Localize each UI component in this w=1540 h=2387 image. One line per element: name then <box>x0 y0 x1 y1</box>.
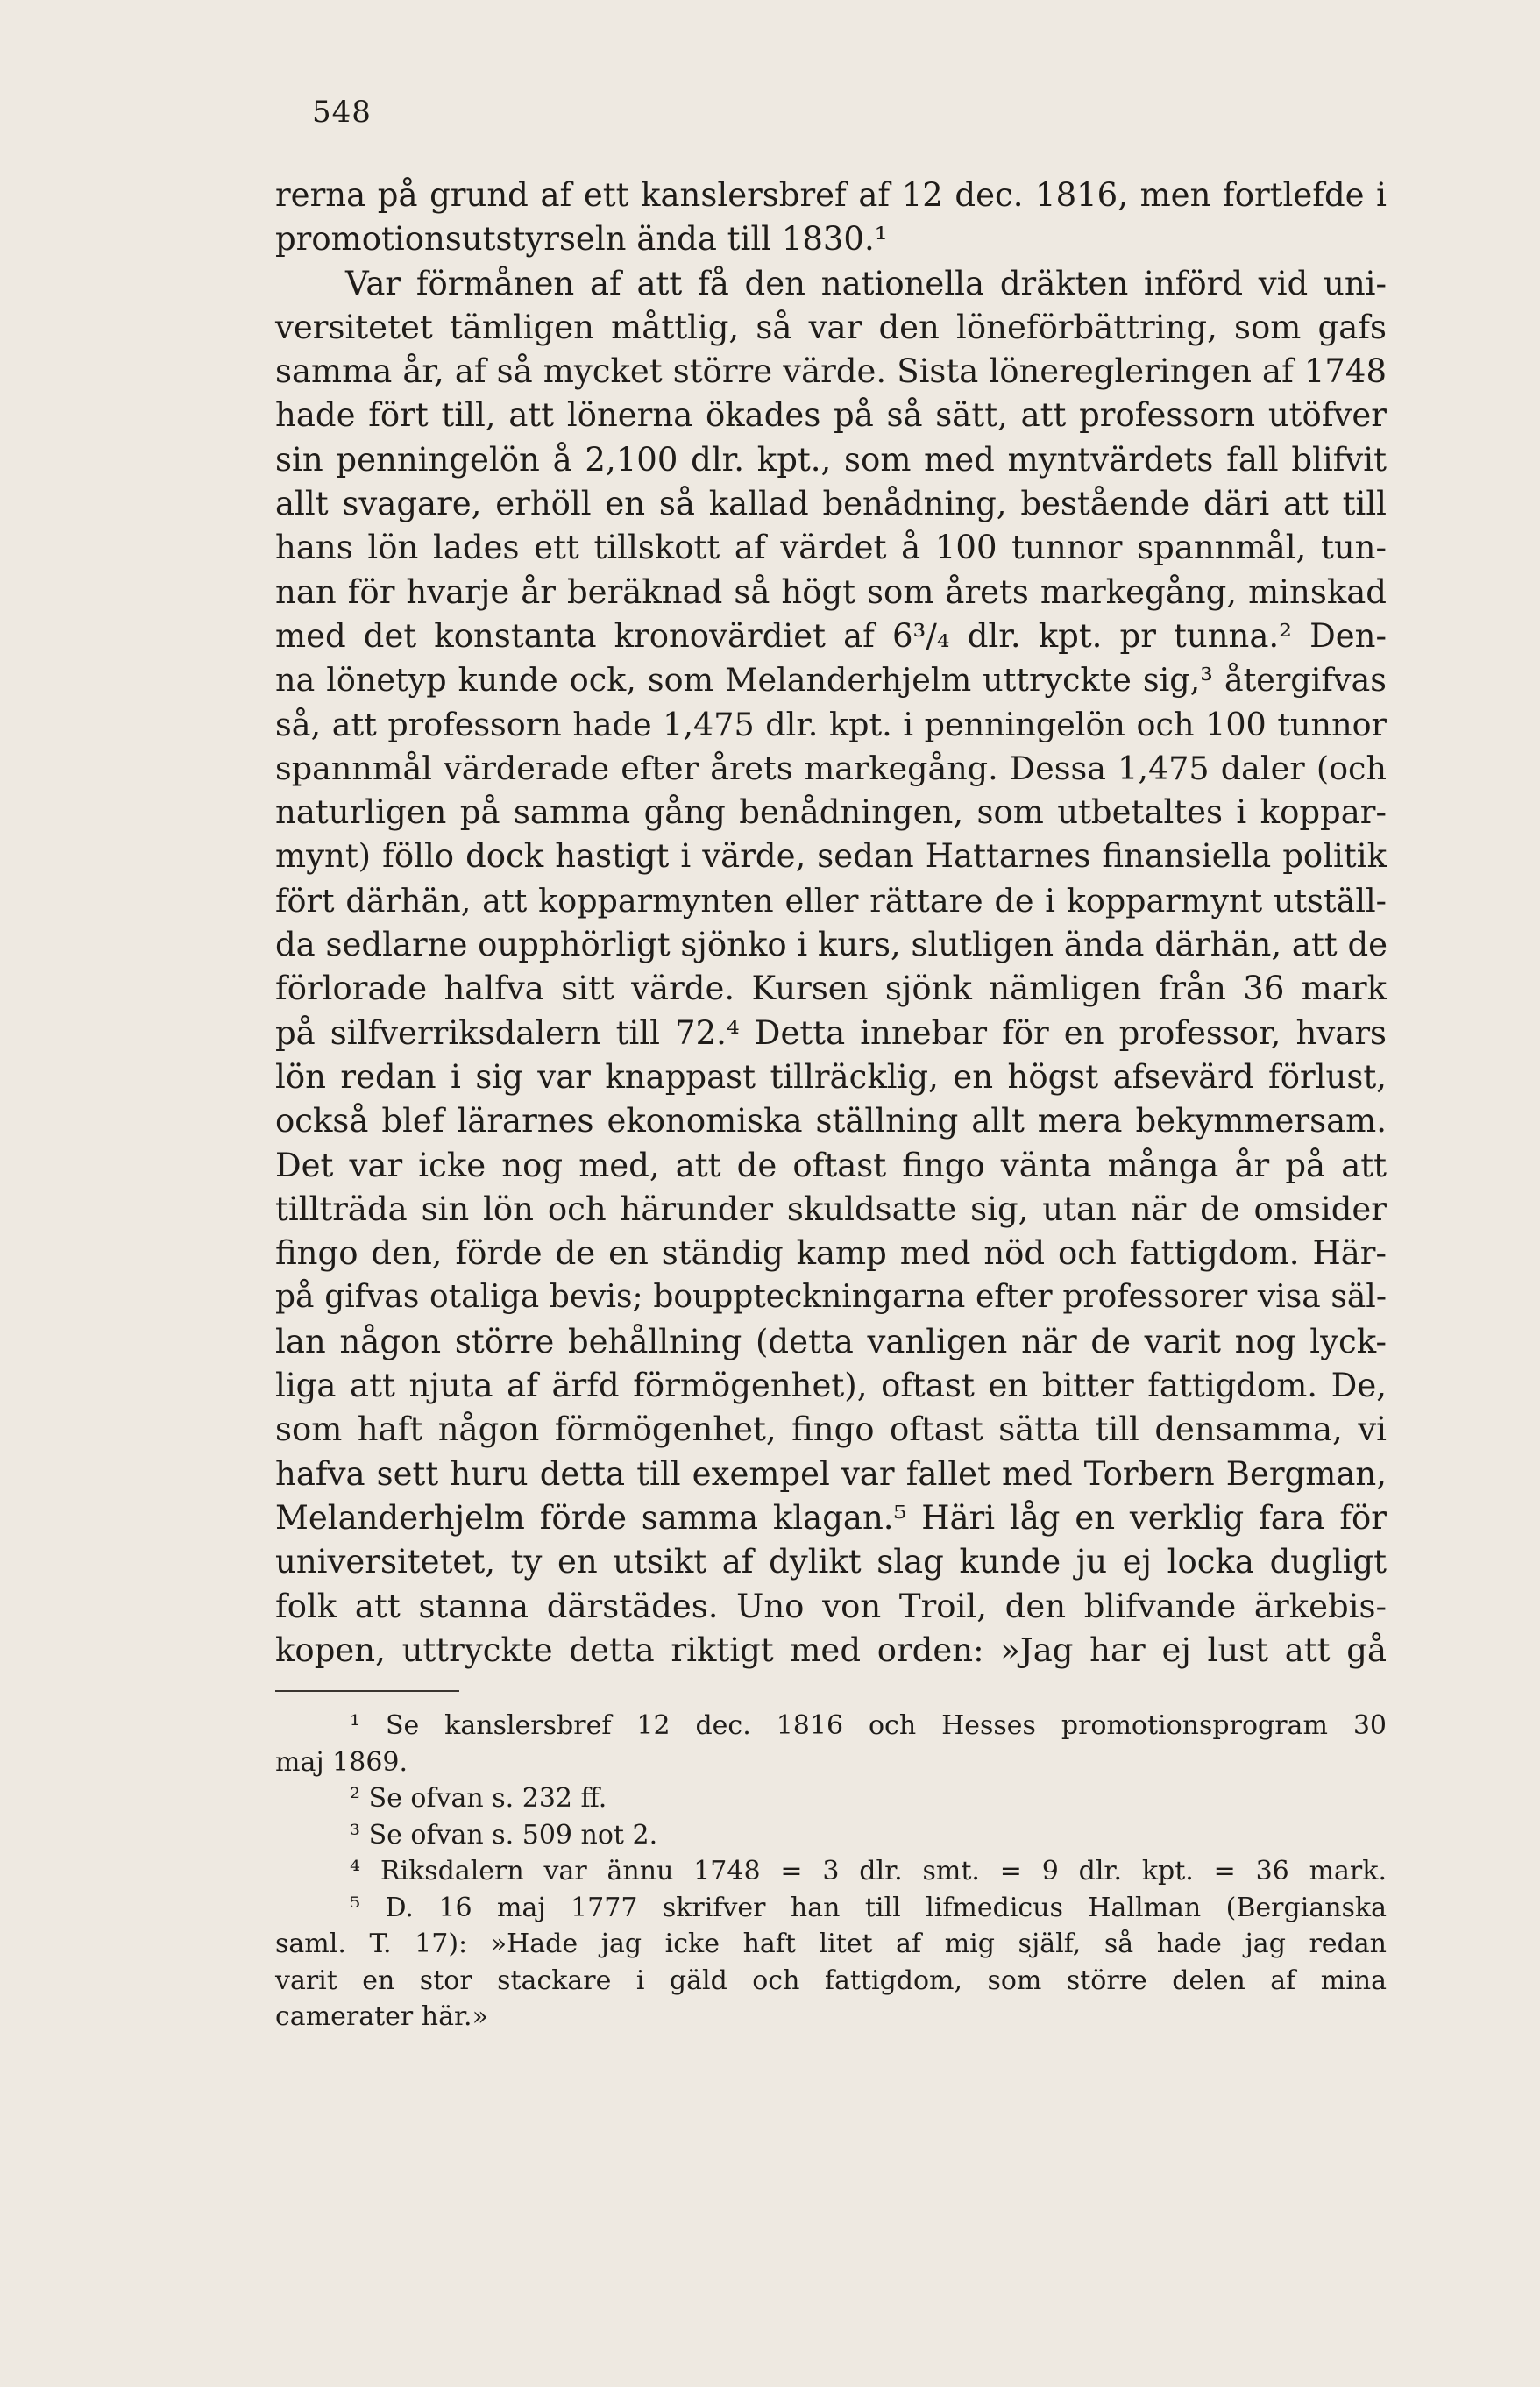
body-line: hafva sett huru detta till exempel var fallet med Torbern Bergman, <box>275 1454 1387 1493</box>
body-line: samma år, af så mycket större värde. Sista löneregleringen af 1748 <box>275 352 1387 391</box>
body-line: naturligen på samma gång benådningen, som utbetaltes i koppar- <box>275 793 1387 832</box>
body-line: liga att njuta af ärfd förmögenhet), oftast en bitter fattigdom. De, <box>275 1367 1387 1405</box>
footnote-divider <box>275 1690 459 1692</box>
footnotes <box>275 1708 1387 2035</box>
body-line: hade fört till, att lönerna ökades på så sätt, att professorn utöfver <box>275 396 1387 435</box>
body-line: sin penningelön å 2,100 dlr. kpt., som med myntvärdets fall blifvit <box>275 440 1387 479</box>
footnote-line: ² Se ofvan s. 232 ff. <box>350 1783 607 1814</box>
footnote-line: ¹ Se kanslersbref 12 dec. 1816 och Hesses promotionsprogram 30 <box>350 1710 1387 1741</box>
body-line: Var förmånen af att få den nationella dräkten införd vid uni- <box>345 264 1387 302</box>
body-line: spannmål värderade efter årets markegång. Dessa 1,475 daler (och <box>275 749 1387 787</box>
body-line: på silfverriksdalern till 72.⁴ Detta innebar för en professor, hvars <box>275 1013 1387 1052</box>
body-line: med det konstanta kronovärdiet af 6³/₄ dlr. kpt. pr tunna.² Den- <box>275 616 1387 655</box>
footnote-line: ³ Se ofvan s. 509 not 2. <box>350 1819 658 1851</box>
body-line: folk att stanna därstädes. Uno von Troil, den blifvande ärkebis- <box>275 1587 1387 1625</box>
footnote-line: maj 1869. <box>275 1746 408 1778</box>
body-line: lan någon större behållning (detta vanligen när de varit nog lyck- <box>275 1322 1387 1360</box>
body-line: da sedlarne oupphörligt sjönko i kurs, slutligen ända därhän, att de <box>275 926 1388 964</box>
footnote-line: camerater här.» <box>275 2001 488 2032</box>
body-line: nan för hvarje år beräknad så högt som årets markegång, minskad <box>275 572 1387 611</box>
body-line: promotionsutstyrseln ända till 1830.¹ <box>275 220 888 259</box>
footnote-line: varit en stor stackare i gäld och fattigdom, som större delen af mina <box>275 1964 1387 1996</box>
body-line: universitetet, ty en utsikt af dylikt slag kunde ju ej locka dugligt <box>275 1543 1387 1581</box>
body-line: Melanderhjelm förde samma klagan.⁵ Häri låg en verklig fara för <box>275 1498 1387 1537</box>
body-line: na lönetyp kunde ock, som Melanderhjelm uttryckte sig,³ återgifvas <box>275 661 1387 700</box>
body-line: Det var icke nog med, att de oftast fingo vänta många år på att <box>275 1146 1387 1184</box>
footnote-line: ⁴ Riksdalern var ännu 1748 = 3 dlr. smt. = 9 dlr. kpt. = 36 mark. <box>350 1856 1387 1886</box>
body-line: på gifvas otaliga bevis; bouppteckningarna efter professorer visa säl- <box>275 1279 1387 1316</box>
body-line: förlorade halfva sitt värde. Kursen sjönk nämligen från 36 mark <box>275 970 1387 1008</box>
body-line: rerna på grund af ett kanslersbref af 12 dec. 1816, men fortlefde i <box>275 176 1387 214</box>
body-line: allt svagare, erhöll en så kallad benådning, bestående däri att till <box>275 485 1387 523</box>
main-text <box>275 174 1387 1673</box>
body-line: som haft någon förmögenhet, fingo oftast sätta till densamma, vi <box>275 1410 1387 1449</box>
footnote-line: ⁵ D. 16 maj 1777 skrifver han till lifmedicus Hallman (Bergianska <box>350 1892 1387 1923</box>
body-line: fingo den, förde de en ständig kamp med nöd och fattigdom. Här- <box>275 1234 1387 1273</box>
body-line: versitetet tämligen måttlig, så var den löneförbättring, som gafs <box>275 308 1387 346</box>
page-number: 548 <box>312 95 372 130</box>
body-line: också blef lärarnes ekonomiska ställning allt mera bekymmersam. <box>275 1102 1387 1140</box>
body-line: tillträda sin lön och härunder skuldsatte sig, utan när de omsider <box>275 1190 1387 1228</box>
body-line: fört därhän, att kopparmynten eller rättare de i kopparmynt utställ- <box>275 881 1387 920</box>
body-line: lön redan i sig var knappast tillräcklig, en högst afsevärd förlust, <box>275 1057 1387 1096</box>
body-line: kopen, uttryckte detta riktigt med orden: »Jag har ej lust att gå <box>275 1630 1387 1669</box>
footnote-line: saml. T. 17): »Hade jag icke haft litet af mig själf, så hade jag redan <box>275 1929 1387 1959</box>
body-line: så, att professorn hade 1,475 dlr. kpt. i penningelön och 100 tunnor <box>275 705 1387 743</box>
body-line: mynt) föllo dock hastigt i värde, sedan Hattarnes finansiella politik <box>275 837 1387 876</box>
body-line: hans lön lades ett tillskott af värdet å 100 tunnor spannmål, tun- <box>275 529 1387 567</box>
